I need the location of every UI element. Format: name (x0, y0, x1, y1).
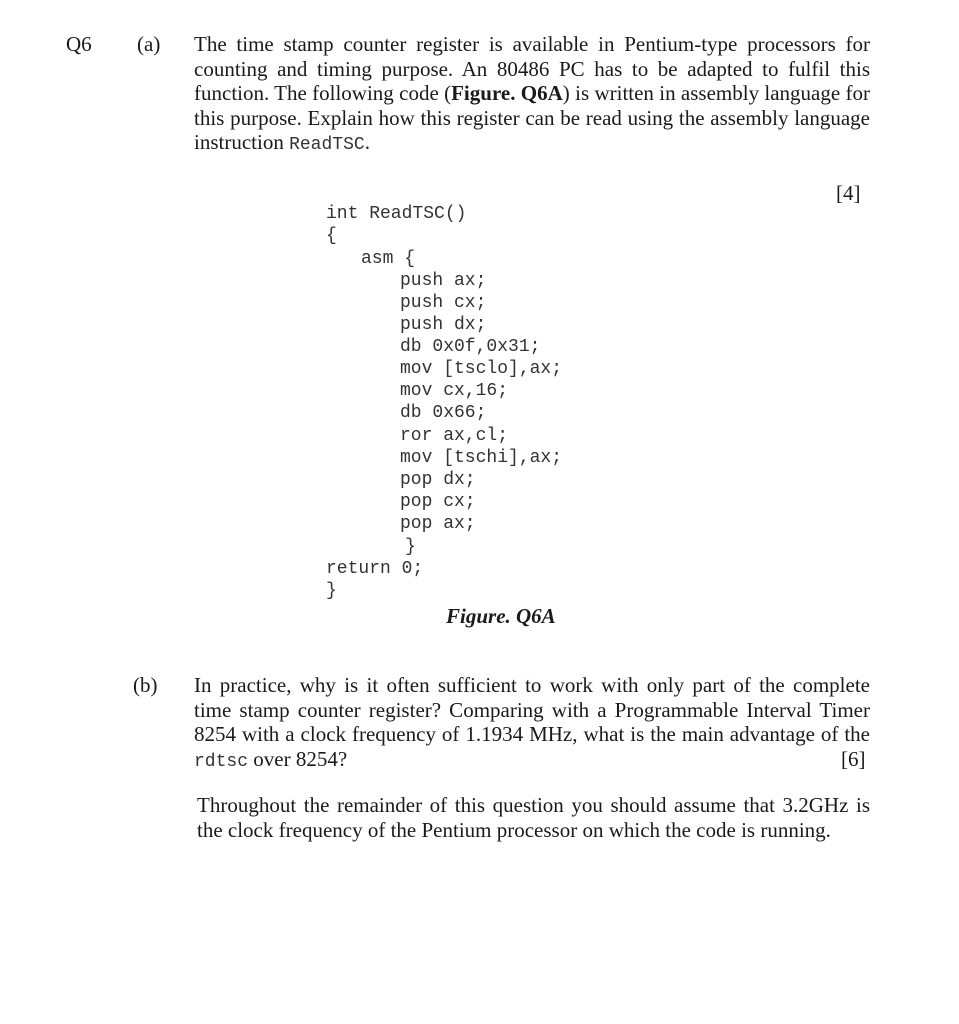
code-line: mov [tschi],ax; (400, 448, 563, 468)
code-line: mov cx,16; (400, 381, 509, 401)
code-line: asm { (361, 249, 416, 269)
code-line: db 0x66; (400, 403, 487, 423)
figure-reference: Figure. Q6A (451, 81, 563, 105)
part-b-marks: [6] (841, 747, 866, 771)
part-a-text (194, 32, 870, 158)
instruction-readtsc: ReadTSC (289, 135, 365, 155)
part-b-text-segment-2: over 8254? (248, 746, 348, 771)
code-line: pop ax; (400, 514, 476, 534)
code-line: pop cx; (400, 492, 476, 512)
code-line: return 0; (326, 559, 424, 579)
part-a-marks: [4] (836, 181, 861, 205)
part-a-text-segment-1: The time stamp counter register is available in Pentium-type processors for counting and timing purpose. An 80486 PC has to be adapted to fulfil this function. The following code ( (194, 32, 870, 105)
part-b-text (194, 673, 870, 774)
part-a-label: (a) (137, 32, 161, 56)
question-number: Q6 (66, 32, 92, 56)
part-b-label: (b) (133, 673, 158, 697)
code-line: ror ax,cl; (400, 426, 509, 446)
part-a-text-segment-3: . (364, 130, 370, 154)
part-b-text-segment-1: In practice, why is it often sufficient to work with only part of the complete time stamp counter register? Comparing with a Programmable Interval Timer 8254 with a clock frequency of 1.1934 MHz, what is the main advantage of the (194, 673, 870, 746)
code-line: mov [tsclo],ax; (400, 359, 563, 379)
code-line: pop dx; (400, 470, 476, 490)
code-line: db 0x0f,0x31; (400, 337, 541, 357)
figure-caption: Figure. Q6A (446, 604, 556, 628)
code-line: push dx; (400, 315, 487, 335)
code-line: } (405, 537, 416, 557)
part-a-text-segment-2: ) is written in assembly language for this purpose. Explain how this register can be read using the assembly language instruction (194, 81, 870, 154)
code-line: } (326, 581, 337, 601)
code-line: int ReadTSC() (326, 204, 467, 224)
assumption-note: Throughout the remainder of this question you should assume that 3.2GHz is the clock frequency of the Pentium processor on which the code is running. (197, 793, 870, 842)
code-line: { (326, 226, 337, 246)
code-line: push cx; (400, 293, 487, 313)
instruction-rdtsc: rdtsc (194, 751, 249, 772)
code-line: push ax; (400, 271, 487, 291)
